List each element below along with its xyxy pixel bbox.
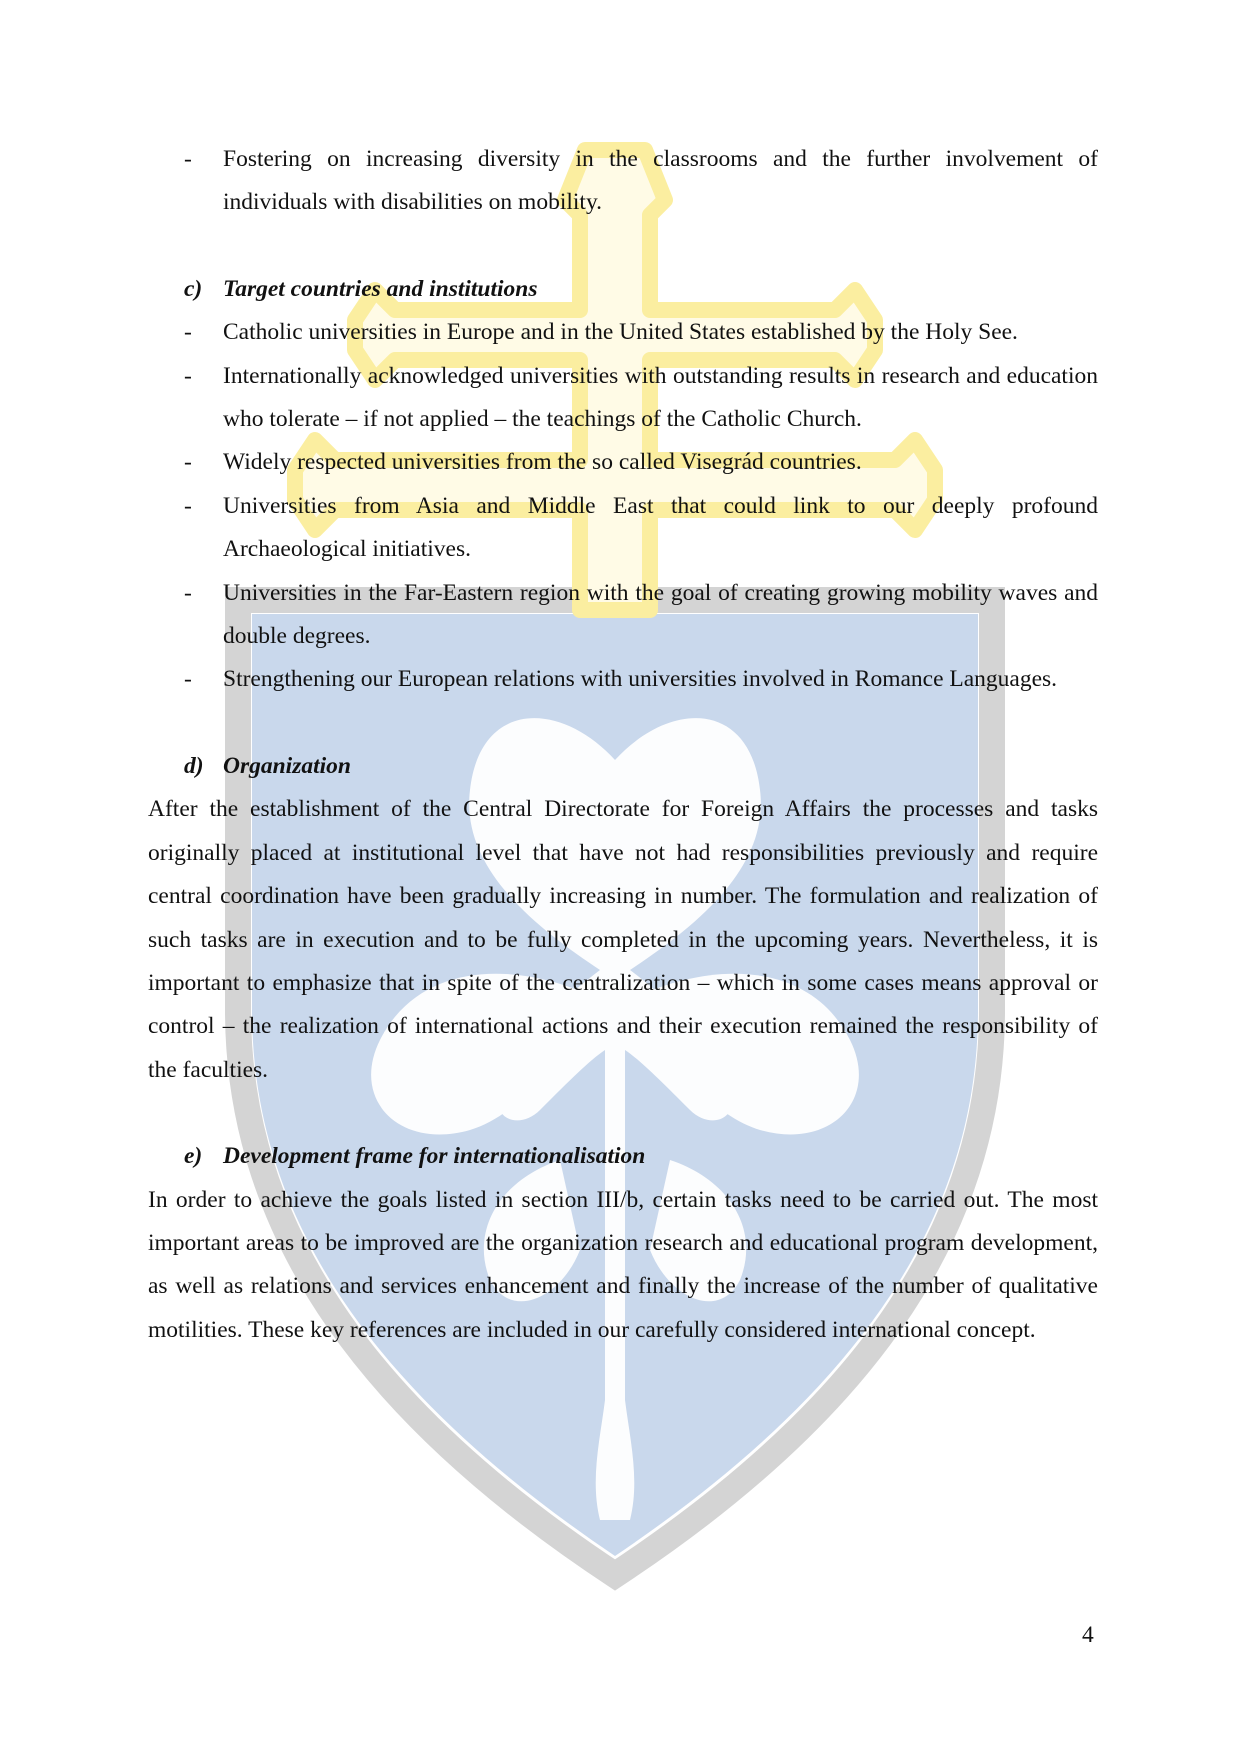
section-letter: e)	[184, 1143, 203, 1170]
list-item	[148, 355, 1098, 442]
list-item	[148, 311, 1098, 354]
bullet-dash: -	[184, 579, 192, 606]
list-item-text: Widely respected universities from the so called Visegrád countries.	[223, 449, 862, 476]
paragraph: In order to achieve the goals listed in section III/b, certain tasks need to be carried out. The most important areas to be improved are the organization research and educational program development, as well as relations and services enhancement and finally the increase of the number of qualitative motilities. These key references are included in our carefully considered international concept.	[148, 1186, 1098, 1343]
page-content	[148, 138, 1098, 1352]
bullet-dash: -	[184, 666, 192, 693]
list-item	[148, 485, 1098, 572]
bullet-dash: -	[184, 362, 192, 389]
section-heading-c	[148, 268, 1098, 311]
list-item-text: Internationally acknowledged universities with outstanding results in research and education who tolerate – if not applied – the teachings of the Catholic Church.	[223, 362, 1098, 433]
list-item-text: Catholic universities in Europe and in the United States established by the Holy See.	[223, 319, 1018, 346]
list-item	[148, 572, 1098, 659]
list-item-text: Fostering on increasing diversity in the classrooms and the further involvement of individuals with disabilities on mobility.	[223, 146, 1098, 216]
section-title: Organization	[223, 752, 351, 779]
page-number: 4	[1082, 1622, 1094, 1648]
section-title: Development frame for internationalisation	[223, 1143, 646, 1170]
list-item	[148, 138, 1098, 225]
list-item-text: Universities in the Far-Eastern region with the goal of creating growing mobility waves and double degrees.	[223, 579, 1098, 650]
list-item	[148, 441, 1098, 484]
section-letter: c)	[184, 275, 203, 302]
list-item	[148, 658, 1098, 701]
bullet-dash: -	[184, 146, 192, 172]
section-title: Target countries and institutions	[223, 275, 538, 302]
paragraph: After the establishment of the Central Directorate for Foreign Affairs the processes and tasks originally placed at institutional level that have not had responsibilities previously and require central coordination have been gradually increasing in number. The formulation and realization of such tasks are in execution and to be fully completed in the upcoming years. Nevertheless, it is important to emphasize that in spite of the centralization – which in some cases means approval or control – the realization of international actions and their execution remained the responsibility of the faculties.	[148, 796, 1098, 1083]
list-item-text: Strengthening our European relations with universities involved in Romance Languages.	[223, 666, 1058, 693]
bullet-dash: -	[184, 492, 192, 519]
bullet-dash: -	[184, 449, 192, 476]
section-heading-e	[148, 1135, 1098, 1178]
section-heading-d	[148, 745, 1098, 788]
list-item-text: Universities from Asia and Middle East that could link to our deeply profound Archaeological initiatives.	[223, 492, 1098, 563]
section-letter: d)	[184, 752, 204, 779]
bullet-dash: -	[184, 319, 192, 346]
